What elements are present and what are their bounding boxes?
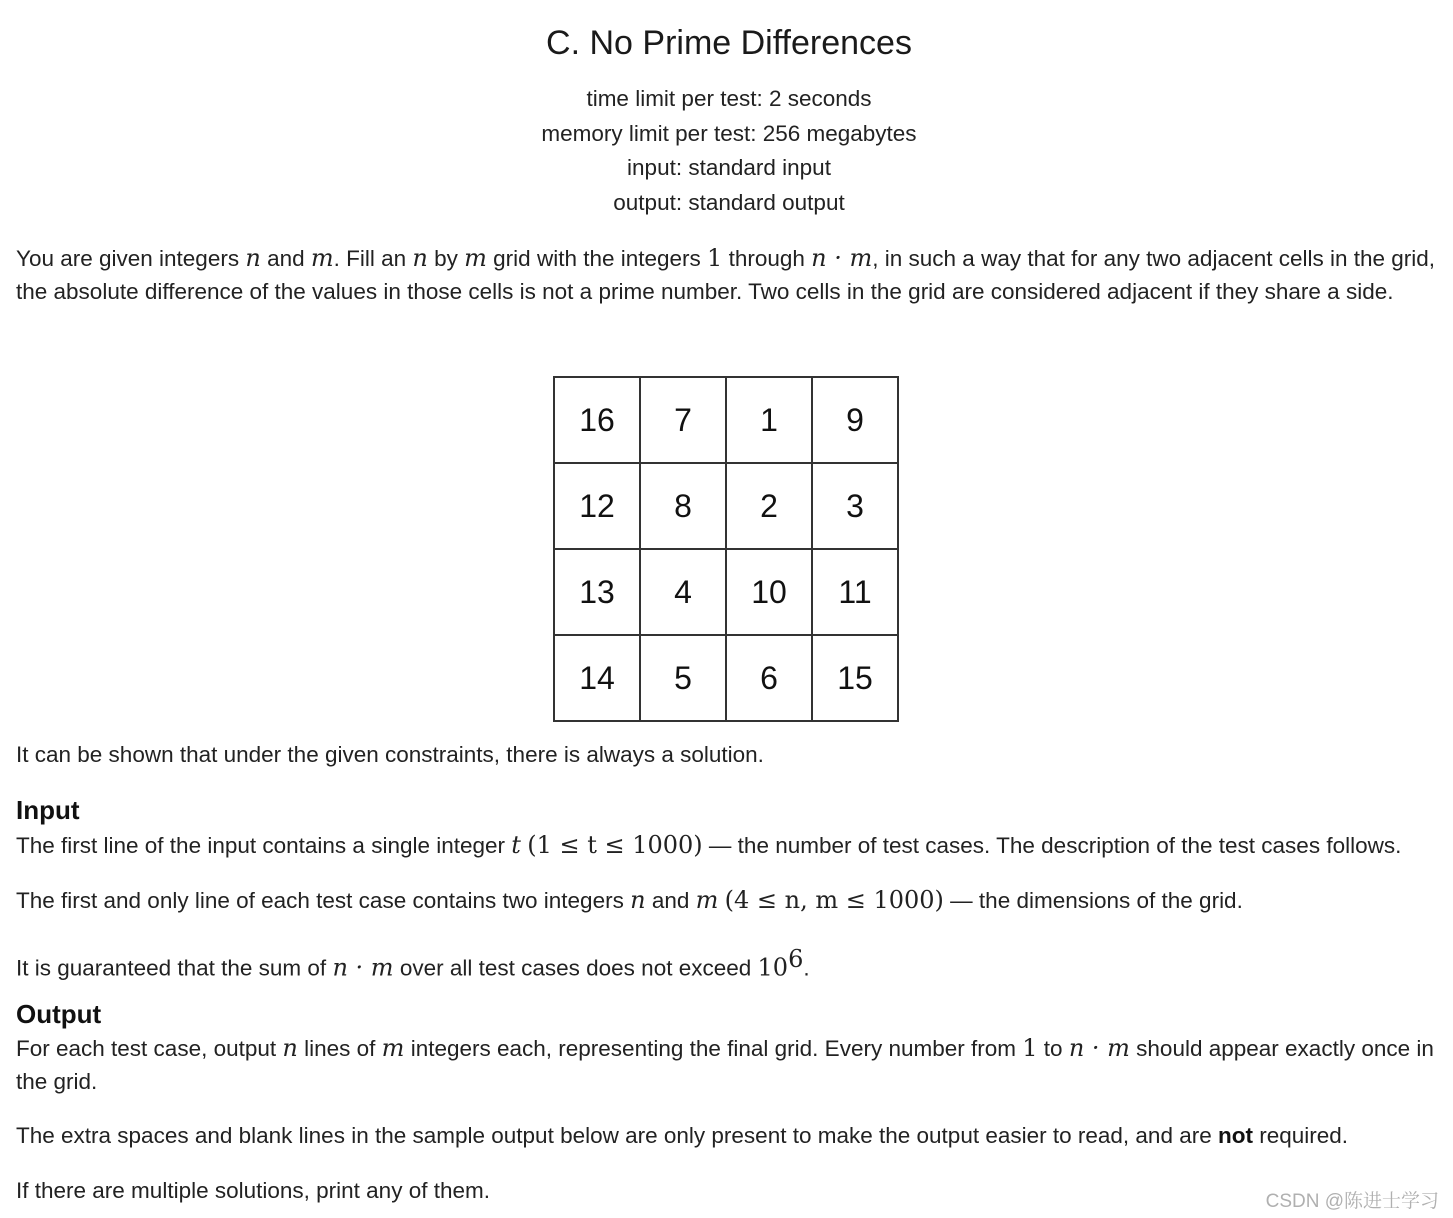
problem-limits xyxy=(0,82,1453,220)
output-spec: output: standard output xyxy=(613,189,845,215)
grid-cell: 12 xyxy=(554,463,640,549)
grid-cell: 7 xyxy=(640,377,726,463)
output-line-3: If there are multiple solutions, print any of them. xyxy=(16,1178,490,1203)
output-heading: Output xyxy=(16,999,102,1029)
grid-cell: 3 xyxy=(812,463,898,549)
input-spec: input: standard input xyxy=(627,155,831,180)
input-line-1: The first line of the input contains a single integer t (1 ≤ t ≤ 1000) — the number of test cases. The description of the test cases follows. xyxy=(16,831,1402,859)
grid-row xyxy=(554,377,898,463)
grid-cell: 16 xyxy=(554,377,640,463)
grid-cell: 4 xyxy=(640,549,726,635)
example-grid xyxy=(553,376,899,722)
grid-cell: 8 xyxy=(640,463,726,549)
grid-cell: 1 xyxy=(726,377,812,463)
grid-row xyxy=(554,463,898,549)
grid-cell: 15 xyxy=(812,635,898,721)
input-line-3: It is guaranteed that the sum of n · m over all test cases does not exceed $10^6$. xyxy=(16,945,810,982)
grid-cell: 9 xyxy=(812,377,898,463)
grid-row xyxy=(554,549,898,635)
grid-row xyxy=(554,635,898,721)
time-limit: time limit per test: 2 seconds xyxy=(586,86,872,111)
problem-title: C. No Prime Differences xyxy=(546,24,912,62)
grid-cell: 5 xyxy=(640,635,726,721)
grid-cell: 11 xyxy=(812,549,898,635)
input-line-2: The first and only line of each test case contains two integers n and m (4 ≤ n, m ≤ 1000) — the dimensions of the grid. xyxy=(16,886,1243,914)
grid-cell: 2 xyxy=(726,463,812,549)
grid-cell: 10 xyxy=(726,549,812,635)
input-heading: Input xyxy=(16,795,80,825)
watermark: CSDN @陈进士学习 xyxy=(1265,1191,1439,1212)
statement-paragraph: You are given integers n and m. Fill an n by m grid with the integers 1 through n · m, in such a way that for any two adjacent cells in the grid, the absolute difference of the values in those cells is not a prime number. Two cells in the grid are considered adjacent if they share a side. xyxy=(16,244,1436,304)
grid-cell: 14 xyxy=(554,635,640,721)
solution-note: It can be shown that under the given constraints, there is always a solution. xyxy=(16,742,764,767)
grid-cell: 13 xyxy=(554,549,640,635)
memory-limit: memory limit per test: 256 megabytes xyxy=(541,120,917,146)
output-line-2: The extra spaces and blank lines in the sample output below are only present to make the output easier to read, and are not required. xyxy=(16,1123,1349,1148)
grid-cell: 6 xyxy=(726,635,812,721)
output-line-1: For each test case, output n lines of m integers each, representing the final grid. Every number from 1 to n · m should appear exactly once in the grid. xyxy=(16,1034,1434,1094)
